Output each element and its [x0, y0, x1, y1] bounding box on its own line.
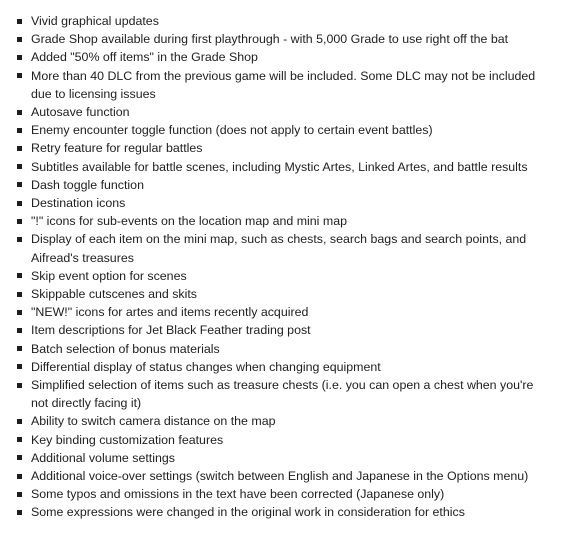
list-item: More than 40 DLC from the previous game will be included. Some DLC may not be included due to licensing issues	[16, 67, 554, 103]
list-item: Destination icons	[16, 194, 554, 212]
list-item: Differential display of status changes when changing equipment	[16, 358, 554, 376]
list-item: Some expressions were changed in the original work in consideration for ethics	[16, 503, 554, 521]
list-item: Some typos and omissions in the text have been corrected (Japanese only)	[16, 485, 554, 503]
list-item: Additional voice-over settings (switch between English and Japanese in the Options menu)	[16, 467, 554, 485]
list-item: "NEW!" icons for artes and items recently acquired	[16, 303, 554, 321]
list-item: Ability to switch camera distance on the map	[16, 412, 554, 430]
list-item: Enemy encounter toggle function (does not apply to certain event battles)	[16, 121, 554, 139]
list-item: Autosave function	[16, 103, 554, 121]
list-item: Item descriptions for Jet Black Feather trading post	[16, 321, 554, 339]
list-item: Retry feature for regular battles	[16, 139, 554, 157]
list-item: Simplified selection of items such as treasure chests (i.e. you can open a chest when you're not directly facing it)	[16, 376, 554, 412]
list-item: Subtitles available for battle scenes, including Mystic Artes, Linked Artes, and battle results	[16, 158, 554, 176]
list-item: Display of each item on the mini map, such as chests, search bags and search points, and Aifread's treasures	[16, 230, 554, 266]
list-item: Skip event option for scenes	[16, 267, 554, 285]
list-item: Skippable cutscenes and skits	[16, 285, 554, 303]
list-item: Batch selection of bonus materials	[16, 340, 554, 358]
list-item: Grade Shop available during first playthrough - with 5,000 Grade to use right off the bat	[16, 30, 554, 48]
list-item: Key binding customization features	[16, 431, 554, 449]
list-item: Added "50% off items" in the Grade Shop	[16, 48, 554, 66]
list-item: Vivid graphical updates	[16, 12, 554, 30]
list-item: "!" icons for sub-events on the location map and mini map	[16, 212, 554, 230]
list-item: Additional volume settings	[16, 449, 554, 467]
list-item: Dash toggle function	[16, 176, 554, 194]
